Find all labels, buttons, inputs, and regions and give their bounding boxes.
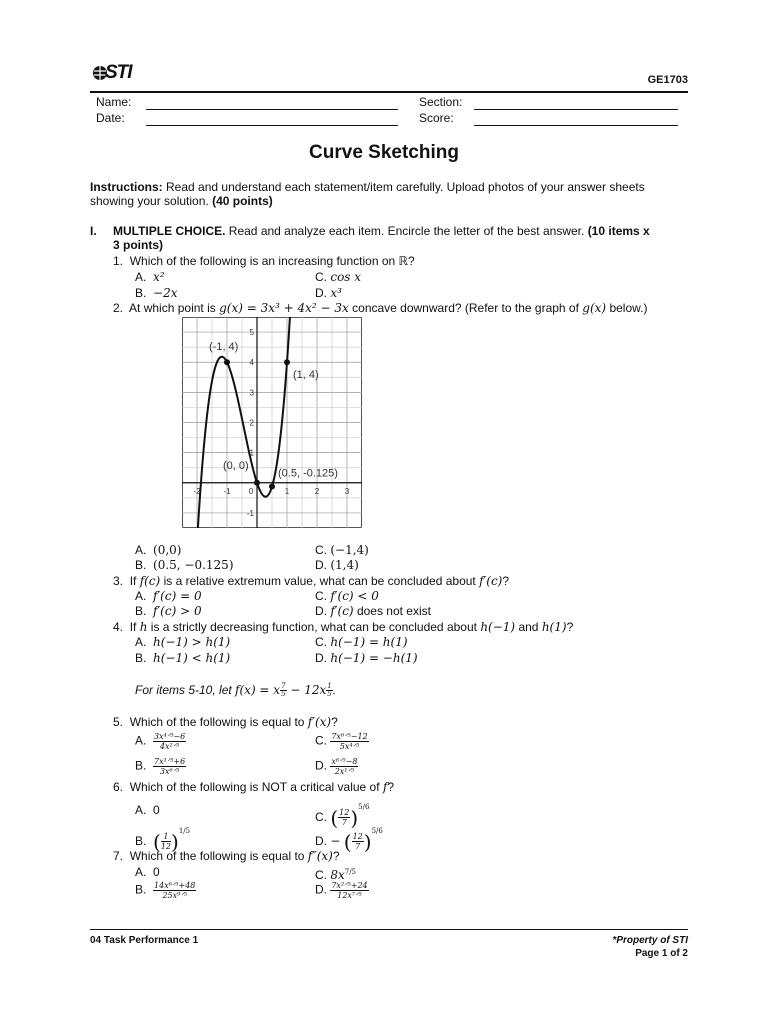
point-label: (0, 0) <box>223 459 249 472</box>
point-label: (0.5, -0.125) <box>278 467 338 480</box>
x-tick-label: 1 <box>284 486 290 496</box>
question-7: 7. Which of the following is equal to f″(x)? <box>113 849 340 863</box>
q5-option-a[interactable]: A. $\frac{\text{3x⁴ᐟ⁵−6}}{\text{4x²ᐟ⁵}}$ <box>135 732 186 751</box>
y-tick-label: 2 <box>249 418 254 428</box>
q6-option-c[interactable]: C. ( $\frac{12}{7}$ )$^{5/6}$ <box>315 803 370 830</box>
x-tick-label: 2 <box>314 486 320 496</box>
chart-svg <box>182 317 362 528</box>
course-code: GE1703 <box>647 74 688 86</box>
q5-option-b[interactable]: B. $\frac{\text{7x¹ᐟ⁵+6}}{\text{3x⁶ᐟ⁵}}$ <box>135 757 186 776</box>
q7-option-b[interactable]: B. $\frac{\text{14x⁶ᐟ⁵+48}}{\text{25x⁹ᐟ⁵}}$ <box>135 881 196 900</box>
instructions: Instructions: Read and understand each statement/item carefully. Upload photos of your answer sheets showing your solution. (40 points) <box>90 180 645 208</box>
q3-option-d[interactable]: D. f′(c) does not exist <box>315 604 431 618</box>
section-numeral: I. <box>90 224 97 238</box>
q5-option-c[interactable]: C. $\frac{\text{7x⁶ᐟ⁵−12}}{\text{5x⁴ᐟ⁵}}$ <box>315 732 368 751</box>
q7-option-a[interactable]: A. 0 <box>135 865 160 879</box>
question-4: 4. If h is a strictly decreasing function, what can be concluded about h(−1) and h(1)? <box>113 620 574 634</box>
q7-option-d[interactable]: D. $\frac{\text{7x²ᐟ⁵+24}}{\text{12x⁷ᐟ⁵}}$ <box>315 881 368 900</box>
items-note: For items 5-10, let f(x) = x $\frac{7}{5}$ − 12x $\frac{1}{5}$ . <box>135 682 337 699</box>
q5-option-d[interactable]: D. $\frac{\text{x⁶ᐟ⁵−8}}{\text{2x¹ᐟ⁵}}$ <box>315 757 358 776</box>
y-tick-label: 5 <box>249 328 254 338</box>
data-point <box>254 480 260 486</box>
q4-option-c[interactable]: C. h(−1) = h(1) <box>315 635 408 649</box>
point-label: (-1, 4) <box>209 341 239 354</box>
y-tick-label: 3 <box>249 388 254 398</box>
x-tick-label: 3 <box>344 486 350 496</box>
q4-option-d[interactable]: D. h(−1) = −h(1) <box>315 651 418 665</box>
section-heading: MULTIPLE CHOICE. Read and analyze each item. Encircle the letter of the best answer. (10 items x 3 points) <box>113 224 650 252</box>
name-label: Name: <box>96 95 132 109</box>
header-divider <box>90 91 688 93</box>
data-point <box>224 359 230 365</box>
x-tick-label: 0 <box>248 486 254 496</box>
question-6: 6. Which of the following is NOT a critical value of f? <box>113 780 395 794</box>
footer-left: 04 Task Performance 1 <box>90 935 199 946</box>
q2-option-a[interactable]: A. (0,0) <box>135 543 182 557</box>
q6-option-b[interactable]: B. ( $\frac{1}{12}$ )$^{1/5}$ <box>135 827 191 854</box>
date-label: Date: <box>96 111 125 125</box>
q1-option-a[interactable]: A. x² <box>135 270 165 284</box>
y-tick-label: -1 <box>246 508 254 518</box>
question-5: 5. Which of the following is equal to f′(x)? <box>113 715 338 729</box>
question-1: 1. Which of the following is an increasing function on ℝ? <box>113 254 415 268</box>
q3-option-a[interactable]: A. f′(c) = 0 <box>135 589 202 603</box>
data-point <box>284 359 290 365</box>
q4-option-b[interactable]: B. h(−1) < h(1) <box>135 651 231 665</box>
question-3: 3. If f(c) is a relative extremum value, what can be concluded about f′(c)? <box>113 574 510 588</box>
q1-option-d[interactable]: D. x³ <box>315 286 342 300</box>
q4-option-a[interactable]: A. h(−1) > h(1) <box>135 635 231 649</box>
score-field[interactable] <box>474 125 678 126</box>
footer-property: *Property of STI <box>612 935 688 946</box>
q3-option-c[interactable]: C. f′(c) < 0 <box>315 589 379 603</box>
logo-text: STI <box>105 62 132 83</box>
x-tick-label: -1 <box>223 486 231 496</box>
q6-option-d[interactable]: D. − ( $\frac{12}{7}$ )$^{5/6}$ <box>315 827 383 854</box>
y-tick-label: 1 <box>249 448 254 458</box>
y-tick-label: 4 <box>249 358 254 368</box>
q6-option-a[interactable]: A. 0 <box>135 803 160 817</box>
page-title: Curve Sketching <box>309 142 459 163</box>
score-label: Score: <box>419 111 454 125</box>
footer-divider <box>90 929 688 930</box>
name-field[interactable] <box>146 109 398 110</box>
date-field[interactable] <box>146 125 398 126</box>
data-point <box>269 484 275 490</box>
sti-logo <box>92 62 136 84</box>
q3-option-b[interactable]: B. f′(c) > 0 <box>135 604 202 618</box>
section-label: Section: <box>419 95 463 109</box>
section-field[interactable] <box>474 109 678 110</box>
footer-page: Page 1 of 2 <box>635 948 688 959</box>
question-2: 2. At which point is g(x) = 3x³ + 4x² − 3x concave downward? (Refer to the graph of g(x) below.) <box>113 301 648 315</box>
q2-option-c[interactable]: C. (−1,4) <box>315 543 369 557</box>
q2-option-b[interactable]: B. (0.5, −0.125) <box>135 558 234 572</box>
q7-option-c[interactable]: C. $8x^{7/5}$ <box>315 868 357 882</box>
q1-option-c[interactable]: C. cos x <box>315 270 362 284</box>
q2-option-d[interactable]: D. (1,4) <box>315 558 359 572</box>
graph-of-g <box>182 317 362 528</box>
x-tick-label: -2 <box>193 486 201 496</box>
point-label: (1, 4) <box>293 369 319 382</box>
q1-option-b[interactable]: B. −2x <box>135 286 178 300</box>
